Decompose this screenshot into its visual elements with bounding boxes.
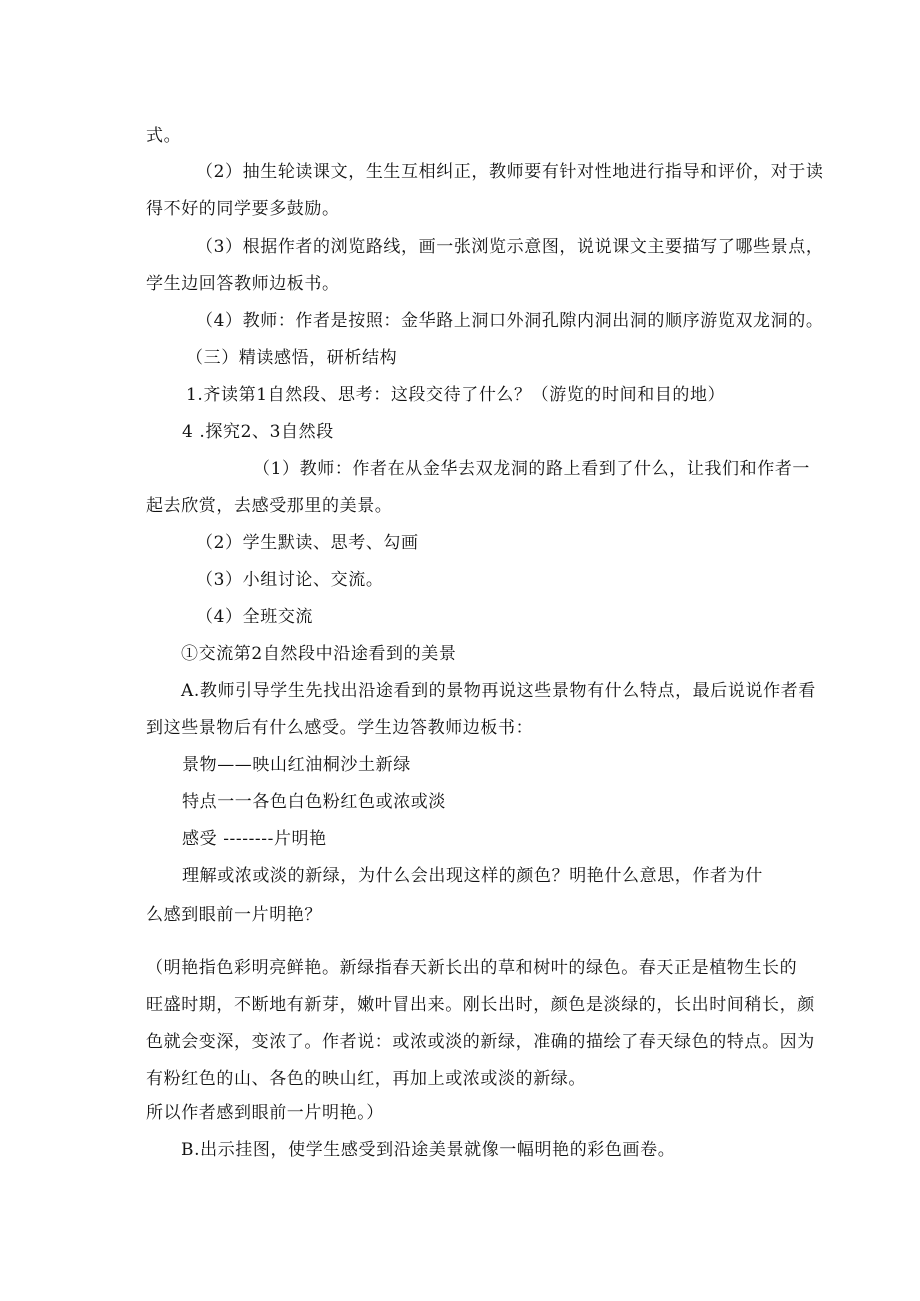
- board-note-line: 特点一一各色白色粉红色或浓或淡: [182, 792, 446, 812]
- paragraph-line: 色就会变深，变浓了。作者说：或浓或淡的新绿，准确的描绘了春天绿色的特点。因为: [146, 1032, 815, 1052]
- paragraph-line: （4）教师：作者是按照：金华路上洞口外洞孔隙内洞出洞的顺序游览双龙洞的。: [196, 311, 824, 331]
- paragraph-line: （2）抽生轮读课文，生生互相纠正，教师要有针对性地进行指导和评价，对于读: [196, 162, 824, 182]
- paragraph-line: 旺盛时期，不断地有新芽，嫩叶冒出来。刚长出时，颜色是淡绿的，长出时间稍长，颜: [146, 995, 815, 1015]
- board-note-line: 景物——映山红油桐沙土新绿: [182, 755, 411, 775]
- paragraph-line: （3）根据作者的浏览路线，画一张浏览示意图，说说课文主要描写了哪些景点，: [196, 237, 824, 257]
- paragraph-line: A.教师引导学生先找出沿途看到的景物再说这些景物有什么特点，最后说说作者看: [181, 681, 816, 701]
- paragraph-line: （4）全班交流: [196, 607, 314, 627]
- section-heading: （三）精读感悟，研析结构: [186, 348, 398, 368]
- paragraph-line: 得不好的同学要多鼓励。: [146, 199, 340, 219]
- paragraph-line: 理解或浓或淡的新绿，为什么会出现这样的颜色？明艳什么意思，作者为什: [182, 866, 763, 886]
- paragraph-line: 1.齐读第1自然段、思考：这段交待了什么？（游览的时间和目的地）: [186, 385, 726, 405]
- paragraph-line: 4 .探究2、3自然段: [182, 422, 334, 442]
- paragraph-line: 到这些景物后有什么感受。学生边答教师边板书：: [146, 718, 534, 738]
- paragraph-line: 么感到眼前一片明艳？: [146, 905, 322, 925]
- paragraph-line: （明艳指色彩明亮鲜艳。新绿指春天新长出的草和树叶的绿色。春天正是植物生长的: [146, 958, 798, 978]
- paragraph-line: （2）学生默读、思考、勾画: [196, 533, 419, 553]
- paragraph-line: 式。: [146, 126, 182, 146]
- paragraph-line: B.出示挂图，使学生感受到沿途美景就像一幅明艳的彩色画卷。: [181, 1140, 676, 1160]
- paragraph-line: （1）教师：作者在从金华去双龙洞的路上看到了什么，让我们和作者一: [253, 459, 811, 479]
- paragraph-line: （3）小组讨论、交流。: [196, 570, 384, 590]
- paragraph-line: 学生边回答教师边板书。: [146, 274, 340, 294]
- paragraph-line: 有粉红色的山、各色的映山红，再加上或浓或淡的新绿。: [146, 1069, 586, 1089]
- paragraph-line: 起去欣赏，去感受那里的美景。: [146, 496, 393, 516]
- board-note-line: 感受 --------片明艳: [182, 829, 327, 849]
- paragraph-line: ①交流第2自然段中沿途看到的美景: [181, 644, 457, 664]
- paragraph-line: 所以作者感到眼前一片明艳。）: [146, 1103, 384, 1123]
